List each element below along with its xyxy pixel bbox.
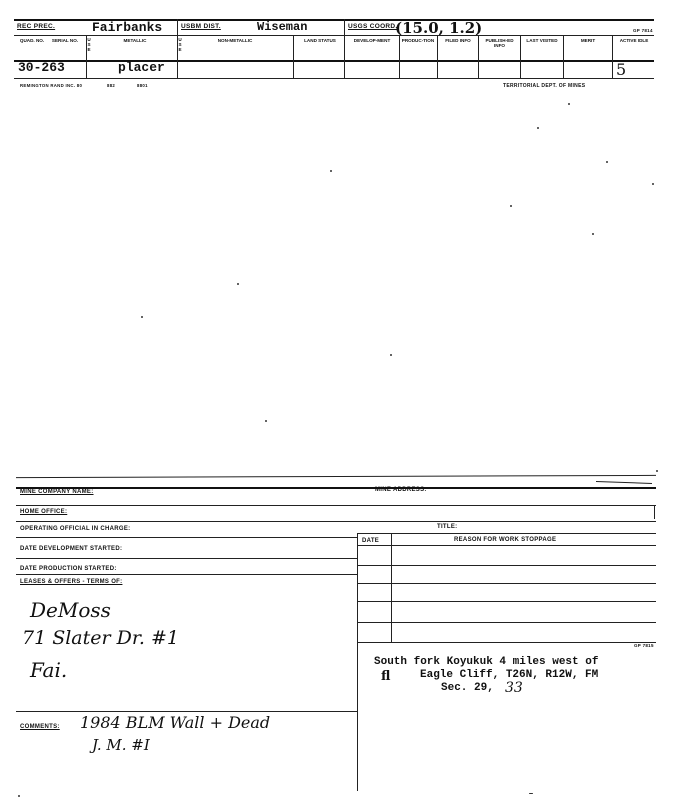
- usbm-dist-label: USBM DIST.: [181, 23, 221, 30]
- col-published-info: PUBLISH-ED INFO: [485, 38, 514, 48]
- col-use-2: U S E: [178, 37, 182, 52]
- location-line3: Sec. 29,: [441, 682, 494, 694]
- form-number-bottom: GP 7815: [634, 643, 654, 648]
- mine-address-label: MINE ADDRESS:: [375, 487, 427, 493]
- record-metallic: placer: [118, 60, 165, 75]
- leases-offers-label: LEASES & OFFERS - TERMS OF:: [20, 579, 123, 585]
- col-use-1: U S E: [87, 37, 91, 52]
- col-quad-no: QUAD. NO.: [19, 38, 45, 43]
- record-quad-serial: 30-263: [18, 60, 65, 75]
- date-prod-started-label: DATE PRODUCTION STARTED:: [20, 566, 117, 572]
- operating-official-label: OPERATING OFFICIAL IN CHARGE:: [20, 526, 131, 532]
- col-metallic: METALLIC: [123, 38, 147, 43]
- col-production: PRODUC-TION: [401, 38, 435, 43]
- usgs-coord-value: (15.0, 1.2): [395, 19, 483, 37]
- col-serial-no: SERIAL NO.: [51, 38, 79, 43]
- printer-label: REMINGTON RAND INC. 80: [20, 83, 83, 88]
- col-development: DEVELOP-MENT: [353, 38, 391, 43]
- reason-column-label: REASON FOR WORK STOPPAGE: [454, 537, 557, 543]
- location-mark: ﬂ: [381, 669, 391, 684]
- lease-address-handwriting: 71 Slater Dr. #1: [22, 627, 179, 649]
- date-column-label: DATE: [362, 538, 380, 544]
- col-merit: MERIT: [580, 38, 596, 43]
- date-dev-started-label: DATE DEVELOPMENT STARTED:: [20, 546, 123, 552]
- home-office-label: HOME OFFICE:: [20, 509, 68, 515]
- col-filed-info: FILED INFO: [445, 38, 471, 43]
- comments-label: COMMENTS:: [20, 724, 60, 730]
- location-line1: South fork Koyukuk 4 miles west of: [374, 656, 599, 668]
- department-label: TERRITORIAL DEPT. OF MINES: [503, 83, 586, 89]
- printer-code-a: 882: [107, 83, 116, 88]
- lease-name-handwriting: DeMoss: [30, 598, 111, 622]
- rec-prec-value: Fairbanks: [92, 20, 163, 35]
- location-line3-handwriting: 33: [505, 680, 523, 696]
- usgs-coord-label: USGS COORD.: [348, 23, 398, 30]
- form-number-top: GP 7814: [633, 28, 653, 33]
- col-land-status: LAND STATUS: [304, 38, 336, 43]
- lease-city-handwriting: Fai.: [30, 658, 68, 682]
- location-line2: Eagle Cliff, T26N, R12W, FM: [420, 669, 599, 681]
- printer-code-b: 8801: [137, 83, 148, 88]
- rec-prec-label: REC PREC.: [17, 23, 56, 30]
- title-label: TITLE:: [437, 524, 458, 530]
- comments-line2-handwriting: J. M. #I: [92, 736, 150, 754]
- col-last-visited: LAST VISITED: [526, 38, 558, 43]
- col-non-metallic: NON-METALLIC: [217, 38, 253, 43]
- col-active-idle: ACTIVE IDLE: [619, 38, 649, 43]
- mine-company-name-label: MINE COMPANY NAME:: [20, 489, 94, 495]
- comments-line1-handwriting: 1984 BLM Wall + Dead: [80, 713, 271, 732]
- usbm-dist-value: Wiseman: [257, 20, 308, 34]
- record-merit-mark: 5: [616, 60, 627, 79]
